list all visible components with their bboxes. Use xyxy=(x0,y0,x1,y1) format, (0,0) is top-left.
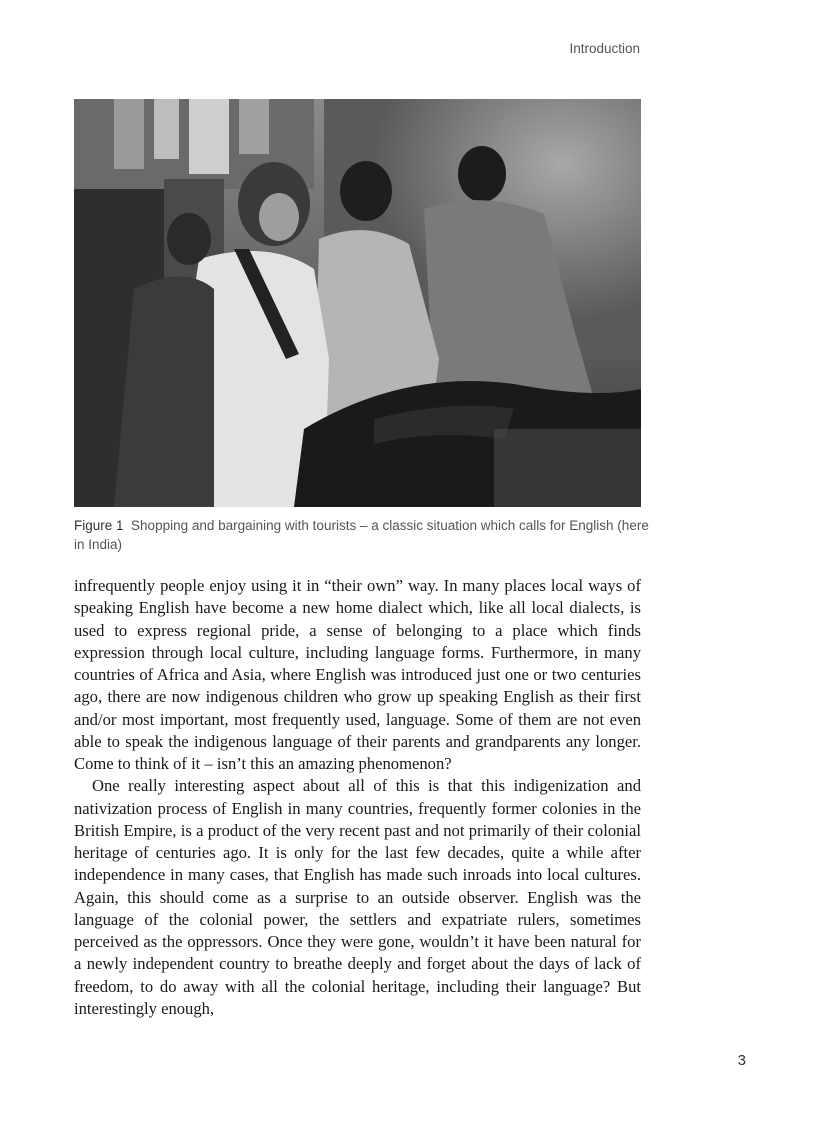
running-header: Introduction xyxy=(569,41,640,56)
page-number: 3 xyxy=(737,1052,746,1069)
figure-label: Figure 1 xyxy=(74,518,124,533)
body-text xyxy=(74,575,641,1020)
figure-photo xyxy=(74,99,641,507)
shopping-scene-image xyxy=(74,99,641,507)
figure-caption xyxy=(74,516,654,554)
paragraph: One really interesting aspect about all of this is that this indigenization and nativization process of English in many countries, frequently former colonies in the British Empire, is a product of the very recent past and not primarily of their colonial heritage of centuries ago. It is only for the last few decades, quite a while after independence in many cases, that English has made such inroads into local cultures. Again, this should come as a surprise to an outside observer. English was the language of the colonial power, the settlers and expatriate rulers, sometimes perceived as the oppressors. Once they were gone, wouldn’t it have been natural for a newly independent country to breathe deeply and forget about the days of lack of freedom, to do away with all the colonial heritage, including their language? But interestingly enough, xyxy=(74,776,641,1018)
paragraph: infrequently people enjoy using it in “their own” way. In many places local ways of speaking English have become a new home dialect which, like all local dialects, is used to express regional pride, a sense of belonging to a place which finds expression through local culture, including language forms. Furthermore, in many countries of Africa and Asia, where English was introduced just one or two centuries ago, there are now indigenous children who grow up speaking English as their first and/or most important, most frequently used, language. Some of them are not even able to speak the indigenous language of their parents and grandparents any longer. Come to think of it – isn’t this an amazing phenomenon? xyxy=(74,576,641,773)
figure-caption-text: Shopping and bargaining with tourists – a classic situation which calls for English (here in India) xyxy=(74,518,649,552)
